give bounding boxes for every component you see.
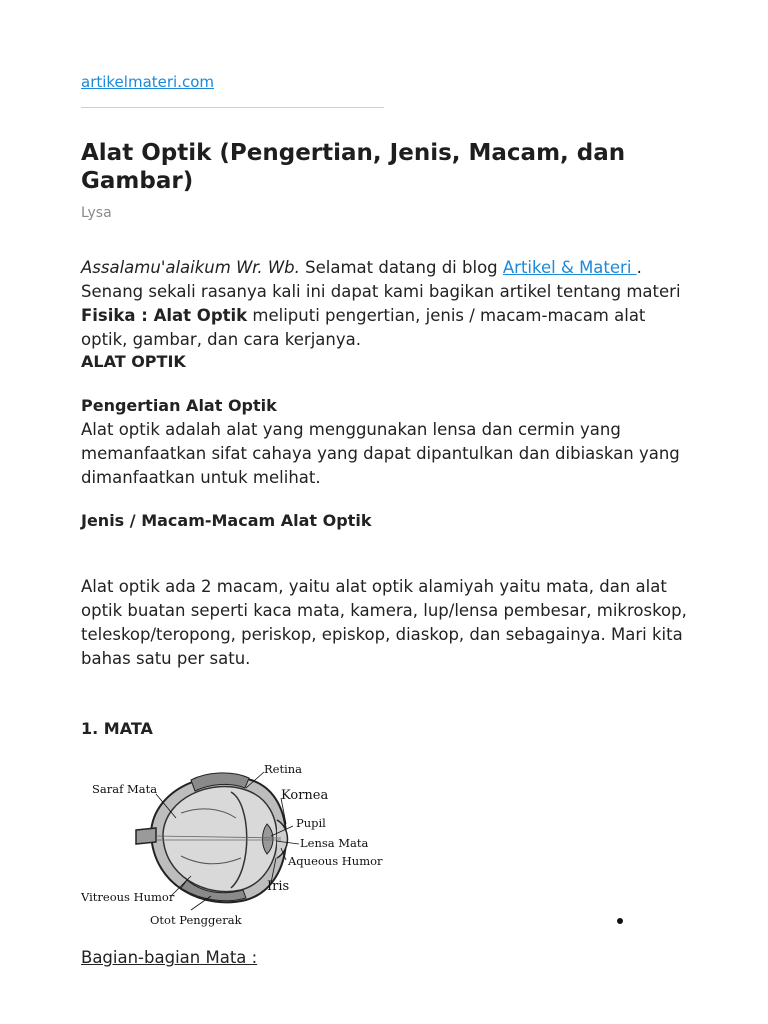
topic-bold: Fisika : Alat Optik	[81, 306, 248, 325]
label-pupil: Pupil	[296, 816, 326, 830]
author-name: Lysa	[81, 205, 112, 221]
site-link[interactable]: artikelmateri.com	[81, 73, 215, 91]
label-saraf-mata: Saraf Mata	[92, 782, 158, 796]
label-kornea: Kornea	[281, 788, 329, 803]
intro-paragraph	[81, 256, 691, 352]
eye-diagram	[81, 758, 391, 928]
intro-text-1: Selamat datang di blog	[299, 258, 503, 277]
intro-text-2: . Senang sekali rasanya kali ini dapat kami bagikan artikel tentang materi	[81, 258, 681, 301]
label-lensa-mata: Lensa Mata	[300, 836, 369, 850]
label-aqueous-humor: Aqueous Humor	[288, 854, 383, 868]
bagian-mata-heading: Bagian-bagian Mata :	[81, 948, 258, 967]
pengertian-paragraph: Alat optik adalah alat yang menggunakan lensa dan cermin yang memanfaatkan sifat cahaya yang dapat dipantulkan dan dibiaskan yang dimanfaatkan untuk melihat.	[81, 420, 680, 487]
label-iris: Iris	[267, 879, 290, 894]
heading-jenis: Jenis / Macam-Macam Alat Optik	[81, 511, 372, 530]
blog-link[interactable]: Artikel & Materi	[502, 258, 637, 277]
greeting-text: Assalamu'alaikum Wr. Wb.	[81, 258, 300, 277]
label-otot-penggerak: Otot Penggerak	[150, 913, 242, 927]
article-title: Alat Optik (Pengertian, Jenis, Macam, dan Gambar)	[81, 140, 626, 194]
header-divider	[81, 107, 384, 108]
jenis-paragraph: Alat optik ada 2 macam, yaitu alat optik alamiyah yaitu mata, dan alat optik buatan seperti kaca mata, kamera, lup/lensa pembesar, mikroskop, teleskop/teropong, periskop, episkop, diaskop, dan sebagainya. Mari kita bahas satu per satu.	[81, 577, 687, 668]
label-vitreous-humor: Vitreous Humor	[81, 890, 175, 904]
bullet-dot	[617, 918, 623, 924]
intro-text-3: meliputi pengertian, jenis / macam-macam alat optik, gambar, dan cara kerjanya.	[81, 306, 646, 349]
heading-pengertian: Pengertian Alat Optik	[81, 396, 277, 415]
eyeball-illustration	[136, 773, 288, 902]
label-retina: Retina	[264, 762, 303, 776]
section-heading-alat-optik: ALAT OPTIK	[81, 352, 186, 371]
heading-mata: 1. MATA	[81, 719, 153, 738]
